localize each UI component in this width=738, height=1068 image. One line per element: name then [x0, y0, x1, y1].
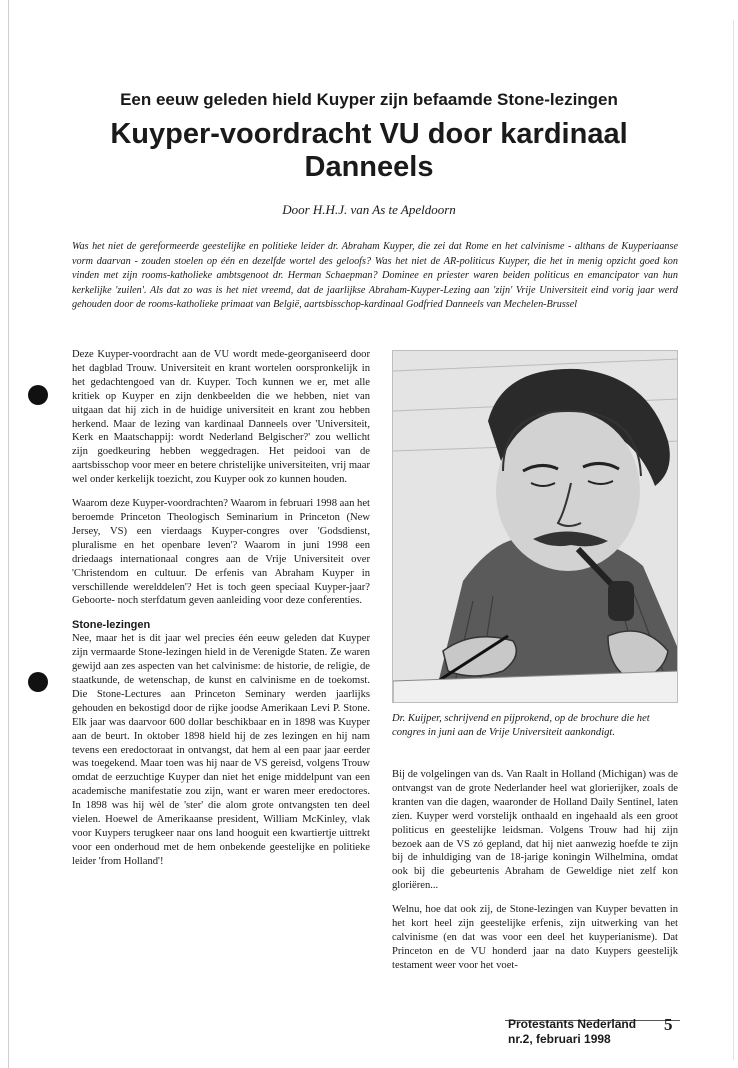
left-column [72, 348, 370, 879]
figure-caption: Dr. Kuijper, schrijvend en pijprokend, op de brochure die het congres in juni aan de Vrije Universiteit aankondigt. [392, 713, 650, 738]
publication-name: Protestants Nederland [508, 1017, 637, 1031]
article-kicker: Een eeuw geleden hield Kuyper zijn befaamde Stone-lezingen [120, 90, 618, 109]
paragraph: Deze Kuyper-voordracht aan de VU wordt mede-georganiseerd door het dagblad Trouw. Universiteit en krant wortelen oorspronkelijk in het gedachtengoed van dr. Kuyper. Toch kunnen we er, met alle kritiek op Kuyper en zijn denkbeelden die we hebben, niet van uitgaan dat hij zich in de huidige universiteit en krant zou hebben herkend. Maar de lezing van kardinaal Danneels over 'Universiteit, Kerk en Maatschappij: wordt Nederland Belgischer?' zou wellicht zijn goedkeuring hebben weggedragen. Het peidooi van de aartsbisschop voor meer en betere christelijke universiteiten, vrij maar wel onder kerkelijk toezicht, zou Kuyper ook zo kunnen houden. [72, 349, 370, 486]
punch-hole [28, 385, 48, 405]
paragraph: Waarom deze Kuyper-voordrachten? Waarom in februari 1998 aan het beroemde Princeton Theologisch Seminarium in Princeton (New Jersey, VS) een vierdaags Kuyper-congres over 'Godsdienst, pluralisme en het openbare leven'? Waarom in juni 1998 een driedaags internationaal congres aan de Vrije Universiteit over 'Christendom en cultuur. De erfenis van Abraham Kuyper in verschillende werelddelen'? Het is toch geen speciaal Kuyper-jaar? Geboorte- noch sterfdatum geven aanleiding voor deze conferenties. [72, 498, 370, 607]
page-number: 5 [664, 1015, 673, 1034]
paragraph: Bij de volgelingen van ds. Van Raalt in Holland (Michigan) was de ontvangst van de grote Nederlander heel wat glorierijker, zoals de kranten van die dagen, waaronder de Holland Daily Sentinel, laten zien. Kuyper werd vorstelijk onthaald en ingehaald als een groot politicus en geestelijke leidsman. Volgens Trouw had hij zijn bezoek aan de VS zó gepland, dat hij niet aanwezig hoefde te zijn bij de inhuldiging van de 18-jarige koningin Wilhelmina, omdat ook bij die gebeurtenis Abraham de Geweldige niet zelf kon gloriëren... [392, 769, 678, 892]
page-edge [733, 20, 734, 1060]
article-byline: Door H.H.J. van As te Apeldoorn [282, 202, 456, 217]
right-column [392, 768, 678, 983]
paragraph: Welnu, hoe dat ook zij, de Stone-lezingen van Kuyper bevatten in het kort heel zijn geestelijke erfenis, zijn uitwerking van het calvinisme (en dat was voor een deel het kuyperianisme). Dat Princeton en de VU honderd jaar na dato Kuypers geestelijk testament weer voor het voet- [392, 904, 678, 971]
page-edge [8, 0, 9, 1068]
issue-info: nr.2, februari 1998 [508, 1032, 611, 1046]
kuyper-portrait-drawing [392, 350, 678, 703]
punch-hole [28, 672, 48, 692]
portrait-sketch-illustration [393, 351, 678, 703]
article-title: Kuyper-voordracht VU door kardinaal Danneels [110, 118, 628, 183]
section-heading: Stone-lezingen [72, 619, 151, 632]
paragraph: Nee, maar het is dit jaar wel precies één eeuw geleden dat Kuyper zijn vermaarde Stone-lezingen hield in de Verenigde Staten. Ze waren gewijd aan zes aspecten van het calvinisme: de historie, de religie, de staatkunde, de wetenschap, de kunst en calvinisme en de toekomst. Die Stone-Lectures aan Princeton Seminary werden jaarlijks gehouden en bekostigd door de rijke joodse Amerikaan Levi P. Stone. Elk jaar was daarvoor 600 dollar beschikbaar en in 1898 was Kuyper aan de beurt. In oktober 1898 hield hij de zes lezingen en hij nam tevens een eredoctoraat in ontvangst, dat hem al een paar jaar eerder was toegekend. Maar toen was hij naar de VS gereisd, volgens Trouw omdat de eerzuchtige Kuyper dan niet het enige middelpunt van een academische manifestatie zou zijn, want er waren meer eredoctores. In 1898 was hij wèl de 'ster' die alom grote ontvangsten ten deel vielen. Hoewel de Amerikaanse president, William McKinley, vlak voor Kuypers terugkeer naar ons land hooguit een kwartiertje uittrekt voor een onderhoud met de hem onbekende geestelijke en politieke leider 'from Holland'! [72, 633, 370, 867]
article-lead: Was het niet de gereformeerde geestelijke en politieke leider dr. Abraham Kuyper, die zei dat Rome en het calvinisme - althans de Kuyperiaanse vorm daarvan - zouden stoelen op één en dezelfde wortel des geloofs? Was het niet de AR-politicus Kuyper, die het in menig opzicht goed kon vinden met zijn rooms-katholieke ambtsgenoot dr. Herman Schaepman? Dominee en priester waren beiden politicus en emancipator van hun kerkelijke 'zuilen'. Als dat zo was is het niet vreemd, dat de jaarlijkse Abraham-Kuyper-Lezing aan 'zijn' Vrije Universiteit eind vorig jaar werd gehouden door de rooms-katholieke primaat van België, aartsbisschop-kardinaal Godfried Danneels van Mechelen-Brussel [72, 241, 678, 311]
